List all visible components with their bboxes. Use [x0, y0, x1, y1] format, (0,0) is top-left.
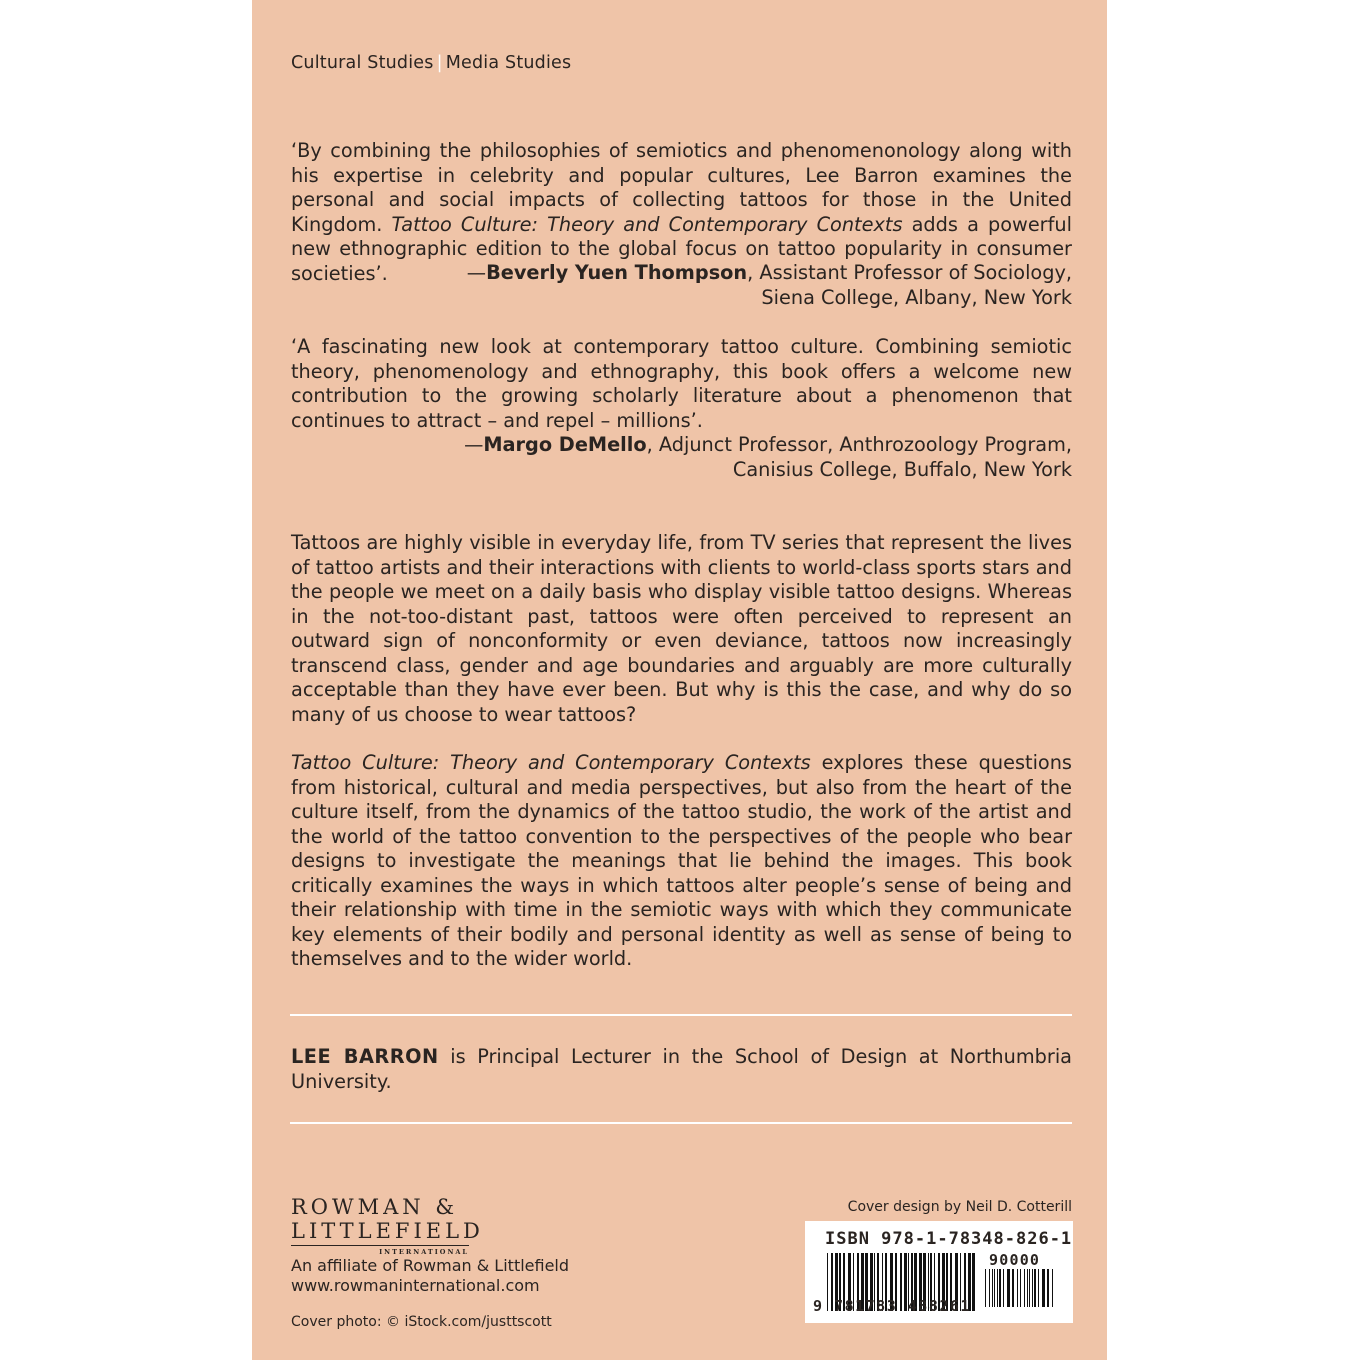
barcode-bar	[1012, 1269, 1014, 1307]
barcode-bar	[1032, 1269, 1033, 1307]
blurb-book-title: Tattoo Culture: Theory and Contemporary Contexts	[291, 751, 811, 774]
barcode-bar	[1038, 1269, 1039, 1307]
reviewer-role: , Assistant Professor of Sociology,	[747, 261, 1072, 284]
publisher-info	[291, 1256, 569, 1296]
barcode-bar	[994, 1269, 995, 1307]
barcode-bar	[1007, 1269, 1010, 1307]
subject-media-studies: Media Studies	[445, 53, 572, 73]
review-1-attribution	[291, 261, 1072, 310]
barcode-bar	[1047, 1269, 1049, 1307]
review-1-text-end: adds a powerful new ethnographic edition to the global focus on tattoo popularity in consumer societies’.	[291, 212, 1072, 285]
isbn-barcode	[805, 1221, 1073, 1323]
barcode-bar	[1029, 1269, 1030, 1307]
barcode-bar	[1017, 1269, 1018, 1307]
barcode-bar	[1052, 1269, 1053, 1307]
barcode-bar	[1024, 1269, 1025, 1307]
barcode-bar	[1042, 1269, 1045, 1307]
affiliate-text: An affiliate of Rowman & Littlefield	[291, 1256, 570, 1275]
reviewer-institution: Siena College, Albany, New York	[761, 285, 1072, 309]
subject-cultural-studies: Cultural Studies	[291, 53, 434, 73]
review-2-text: ‘A fascinating new look at contemporary tattoo culture. Combining semiotic theory, phenomenology and ethnography, this book offers a welcome new contribution to the growing scholarly literature about a phenomenon that continues to attract – and repel – millions’.	[291, 335, 1072, 432]
subject-categories	[291, 53, 571, 73]
logo-line-littlefield: LITTLEFIELD	[291, 1219, 484, 1243]
barcode-bar	[992, 1269, 993, 1307]
barcode-bar	[1034, 1269, 1036, 1307]
blurb-text: Tattoos are highly visible in everyday life, from TV series that represent the lives of tattoo artists and their interactions with clients to world-class sports stars and the people we meet on a daily basis who display visible tattoo designs. Whereas in the not-too-distant past, tattoos were often perceived to represent an outward sign of nonconformity or even deviance, tattoos now increasingly transcend class, gender and age boundaries and arguably are more culturally acceptable than they have ever been. But why is this the case, and why do so many of us choose to wear tattoos?	[291, 531, 1072, 726]
review-2-attribution	[291, 433, 1072, 482]
barcode-bar	[1027, 1269, 1028, 1307]
author-bio-text: is Principal Lecturer in the School of Design at Northumbria University.	[291, 1045, 1072, 1093]
logo-line-international: INTERNATIONAL	[291, 1245, 469, 1256]
author-bio	[291, 1045, 1072, 1094]
reviewer-name: Margo DeMello	[483, 433, 647, 456]
barcode-bar	[985, 1269, 986, 1307]
barcode-bar	[997, 1269, 998, 1307]
reviewer-role: , Adjunct Professor, Anthrozoology Program,	[646, 433, 1072, 456]
barcode-bar	[1020, 1269, 1021, 1307]
review-1-text: ‘By combining the philosophies of semiotics and phenomenonology along with his expertise in celebrity and popular cultures, Lee Barron examines the personal and social impacts of collecting tattoos for those in the United Kingdom.	[291, 139, 1072, 236]
barcode-bar	[1003, 1269, 1004, 1307]
back-cover	[252, 0, 1107, 1360]
dash: —	[464, 433, 484, 456]
reviewer-name: Beverly Yuen Thompson	[486, 261, 748, 284]
barcode-bar	[999, 1269, 1001, 1307]
publisher-website: www.rowmaninternational.com	[291, 1276, 540, 1295]
cover-photo-credit: Cover photo: © iStock.com/justtscott	[291, 1314, 552, 1330]
addon-digits: 90000	[989, 1251, 1041, 1269]
divider-bottom	[290, 1122, 1072, 1124]
logo-line-rowman: ROWMAN &	[291, 1195, 459, 1219]
blurb-paragraph-2	[291, 751, 1072, 972]
ean-digits: 9 781783 488261	[813, 1297, 971, 1315]
addon-barcode-bars	[985, 1269, 1055, 1307]
subject-separator: |	[436, 53, 443, 73]
cover-design-credit: Cover design by Neil D. Cotterill	[847, 1199, 1072, 1215]
blurb-text: explores these questions from historical, cultural and media perspectives, but also from the heart of the culture itself, from the dynamics of the tattoo studio, the work of the artist and the world of the tattoo convention to the perspectives of the people who bear designs to investigate the meanings that lie behind the images. This book critically examines the ways in which tattoos alter people’s sense of being and their relationship with time in the semiotic ways with which they communicate key elements of their bodily and personal identity as well as sense of being to themselves and to the wider world.	[291, 751, 1072, 970]
isbn-label: ISBN 978-1-78348-826-1	[825, 1229, 1073, 1249]
blurb-paragraph-1	[291, 531, 1072, 727]
barcode-bar	[989, 1269, 990, 1307]
reviewer-institution: Canisius College, Buffalo, New York	[732, 457, 1072, 481]
author-name: LEE BARRON	[291, 1045, 439, 1068]
publisher-logo	[291, 1195, 484, 1256]
dash: —	[466, 261, 487, 284]
review-quote-2	[291, 335, 1072, 433]
divider-top	[290, 1014, 1072, 1016]
review-1-book-title: Tattoo Culture: Theory and Contemporary Contexts	[391, 212, 903, 236]
barcode-bar	[972, 1253, 975, 1311]
